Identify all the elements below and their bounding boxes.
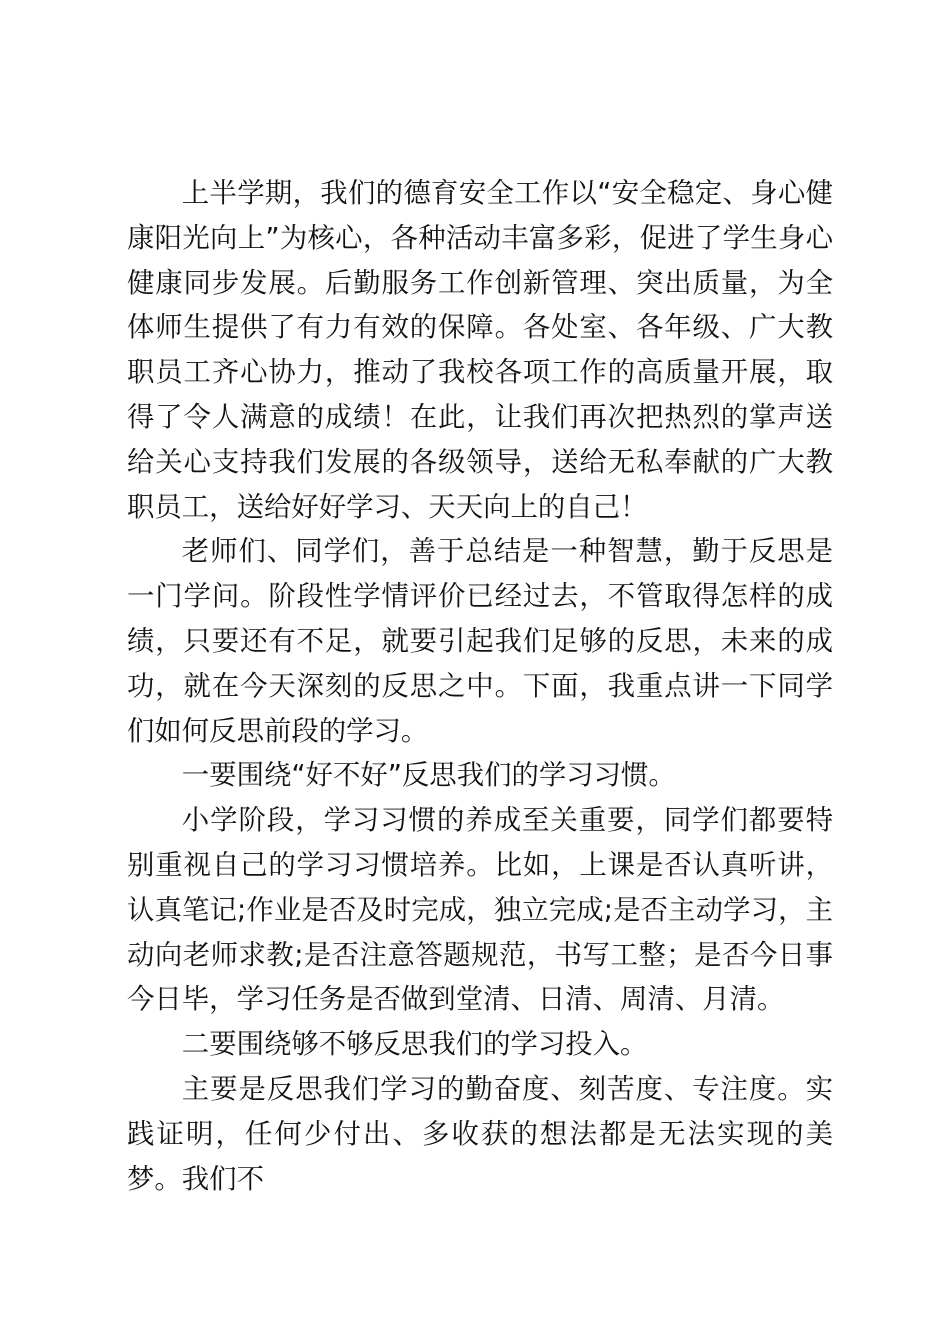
paragraph-study-habits: 小学阶段，学习习惯的养成至关重要，同学们都要特别重视自己的学习习惯培养。比如，上课是否认真听讲，认真笔记;作业是否及时完成，独立完成;是否主动学习，主动向老师求教;是否注意答题规范，书写工整；是否今日事今日毕，学习任务是否做到堂清、日清、周清、月清。 bbox=[127, 805, 833, 1016]
paragraph-intro-summary: 上半学期，我们的德育安全工作以“安全稳定、身心健康阳光向上”为核心，各种活动丰富多彩，促进了学生身心健康同步发展。后勤服务工作创新管理、突出质量，为全体师生提供了有力有效的保障。各处室、各年级、广大教职员工齐心协力，推动了我校各项工作的高质量开展，取得了令人满意的成绩！在此，让我们再次把热烈的掌声送给关心支持我们发展的各级领导，送给无私奉献的广大教职员工，送给好好学习、天天向上的自己！ bbox=[127, 178, 833, 523]
paragraph-reflection: 老师们、同学们，善于总结是一种智慧，勤于反思是一门学问。阶段性学情评价已经过去，不管取得怎样的成绩，只要还有不足，就要引起我们足够的反思，未来的成功，就在今天深刻的反思之中。下面，我重点讲一下同学们如何反思前段的学习。 bbox=[127, 536, 833, 747]
paragraph-point-two-heading: 二要围绕够不够反思我们的学习投入。 bbox=[181, 1029, 648, 1061]
paragraph-study-effort: 主要是反思我们学习的勤奋度、刻苦度、专注度。实践证明，任何少付出、多收获的想法都是无法实现的美梦。我们不 bbox=[127, 1073, 833, 1195]
paragraph-point-one-heading: 一要围绕“好不好”反思我们的学习习惯。 bbox=[181, 760, 676, 792]
document-body bbox=[127, 172, 833, 1202]
